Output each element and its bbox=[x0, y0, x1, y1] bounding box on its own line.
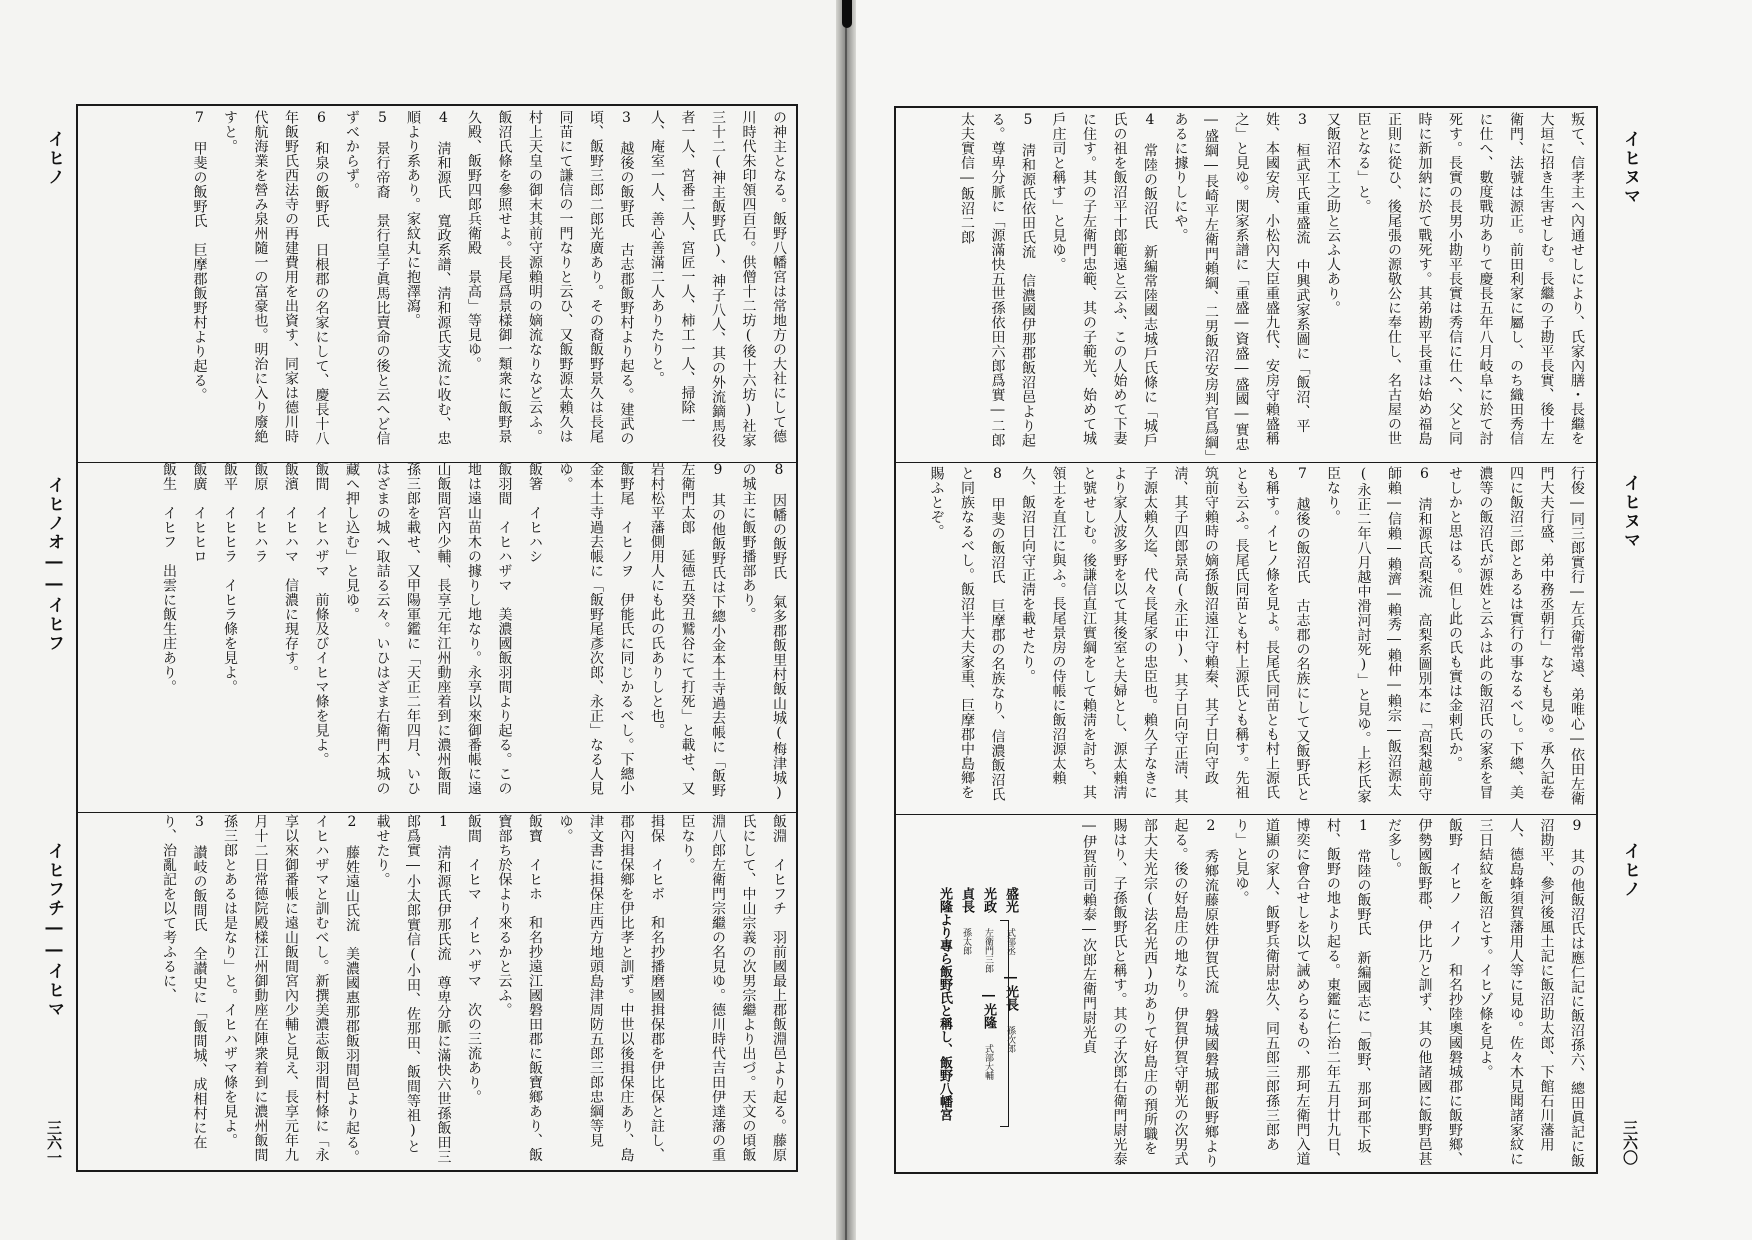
left-middle-section: 8 因幡の飯野氏 氣多郡飯里村飯山城(梅津城)の城主に飯野播部あり。 9 其の他飯野氏は下總小金本土寺過去帳に「飯野左衛門太郎 延德五癸丑鷲谷にて打死」と載せ、又岩村松平藩側用人にも此の氏ありしと也。 飯野尾 イヒノヲ 伊能氏に同じかるべし。下總小金本土寺過去帳に「飯野尾彥次郎、永正」なる人見ゆ。 飯箸 イヒハシ 飯羽間 イヒハザマ 美濃國飯羽間より起る。この地は遠山苗木の據りし地なり。永享以來御番帳に遠山飯間宮內少輔、長享元年江州動座着到に濃州飯間孫三郎を載せ、又甲陽軍鑑に「天正二年四月、いひはざまの城へ取詰る云々。いひはざま右衛門本城の藏へ押し込む」と見ゆ。 飯間 イヒハザマ 前條及びイヒマ條を見よ。 飯濱 イヒハマ 信濃に現存す。 飯原 イヒハラ 飯平 イヒヒラ イヒラ條を見よ。 飯廣 イヒヒロ 飯生 イヒフ 出雲に飯生庄あり。 bbox=[161, 462, 787, 802]
genealogy-note: 式部丞 bbox=[1005, 928, 1015, 955]
right-divider-upper bbox=[896, 462, 1596, 463]
genealogy-line: 光隆 bbox=[981, 1003, 996, 1029]
genealogy-bracket bbox=[1000, 920, 1009, 1127]
genealogy-line: 盛光 bbox=[1003, 887, 1018, 913]
right-bottom-section: 9 其の他飯沼氏は應仁記に飯沼孫六、總田眞記に飯沼勘平、參河後風土記に飯沼助太郎、下館石川藩用人、德島蜂須賀藩用人等に見ゆ。佐々木見聞諸家紋に三日結紋を飯沼とす。イヒゾ條を見よ。 飯野 イヒノ イノ 和名抄陸奧國磐城郡に飯野鄉、伊勢國飯野郡、伊比乃と訓ず、其の他諸國に飯野邑甚だ多し。 1 常陸の飯野氏 新編國志に「飯野、那珂郡下坂村、飯野の地より起る。東鑑に仁治二年五月廿九日、博奕に會合せしを以て誡めらるもの、那珂左衛門入道道顯の家人、飯野兵衛尉忠久、同五郎三郎孫三郎あり」と見ゆ。 2 秀鄉流藤原姓伊賀氏流 磐城國磐城郡飯野鄉より起る。後の好島庄の地なり。伊賀伊賀守朝光の次男式部大夫光宗(法名光西)功ありて好島庄の預所職を賜はり、子孫飯野氏と稱す。其の子次郎右衛門尉光泰―伊賀前司賴泰―次郎左衛門尉光貞 bbox=[1081, 818, 1585, 1168]
genealogy-note: 孫太郎 bbox=[961, 928, 971, 955]
right-top-section: 叛て、信孝主へ內通せしにより、氏家內膳・長繼を大垣に招き生害せしむ。長繼の子勘平長實、後十左衛門、法號は源正。前田利家に屬し、のち織田秀信に仕へ、數度戰功ありて慶長五年八月岐阜に於て討死す。長實の長男小勘平長實は秀信に仕へ、父と同時に新加納に於て戰死す。其弟勘平長重は始め福島正則に從ひ、後尾張の源敬公に奉仕し、名古屋の世臣となる」と。 又飯沼木工之助と云ふ人あり。 3 桓武平氏重盛流 中興武家系圖に「飯沼、平姓、本國安房、小松內大臣重盛九代、安房守賴盛稱之」と見ゆ。関家系譜に「重盛―資盛―盛國―實忠―盛綱―長崎平左衛門賴綱、二男飯沼安房判官爲綱」あるに據りしにや。 4 常陸の飯沼氏 新編常陸國志城戶氏條に「城戶氏の祖を飯沼平十郎範遠と云ふ、この人始めて下妻に住す。其の子左衛門忠範、其の子範光、始めて城戶庄司と稱す」と見ゆ。 5 淸和源氏依田氏流 信濃國伊那郡飯沼邑より起る。尊卑分脈に「源滿快五世孫依田六郎爲實―二郎太夫實信―飯沼二郎 bbox=[959, 112, 1585, 457]
gutter-binding-mark bbox=[842, 0, 852, 28]
genealogy-chart: 盛光 式部丞 ―光長 孫次郎 光政 左衛門三郎 ―光隆 式部大輔 貞長 孫太郎 光隆より專ら飯野氏と稱し、飯野八幡宮 bbox=[937, 887, 1018, 1121]
right-margin-label-bottom: イヒノ bbox=[1620, 842, 1640, 899]
genealogy-line: 光長 bbox=[1003, 985, 1018, 1011]
right-margin-label-middle: イヒヌマ bbox=[1620, 474, 1640, 550]
right-divider-lower bbox=[896, 814, 1596, 815]
right-page-number: 三六〇 bbox=[1621, 1120, 1639, 1165]
left-page-number: 三六一 bbox=[45, 1120, 63, 1165]
left-top-section: の神主となる。飯野八幡宮は常地方の大社にして德川時代朱印領四百石。供僧十二坊(後十六坊)社家三十二(神主飯野氏)、神子八人、其の外流鏑馬役者一人、宮番二人、宮匠一人、柿工一人、掃除一人、庵室一人、善心善滿二人ありたりと。 3 越後の飯野氏 古志郡飯野村より起る。建武の頃、飯野三郎二郎光廣あり。その裔飯野景久は長尾同苗にて謙信の一門なりと云ひ、又飯野源太賴久は村上天皇の御末其前守源賴明の嫡流なりなど云ふ。飯沼氏條を參照せよ。長尾爲景樣御一類衆に飯野景久殿、飯野四郎兵衛殿 景高」等見ゆ。 4 淸和源氏 寬政系譜、淸和源氏支流に收む、忠順より系あり。家紋丸に抱澤瀉。 5 景行帝裔 景行皇子眞馬比賣命の後と云へど信ずべからず。 6 和泉の飯野氏 日根郡の名家にして、慶長十八年飯野氏西法寺の再建費用を出資す、同家は德川時代航海業を營み泉州隨一の富豪也。明治に入り廢絶すと。 7 甲斐の飯野氏 巨摩郡飯野村より起る。 bbox=[191, 110, 787, 448]
book-gutter bbox=[836, 0, 856, 1240]
genealogy-note: 左衛門三郎 bbox=[983, 928, 993, 973]
left-margin-label-top: イヒノ bbox=[44, 130, 64, 187]
genealogy-line: 貞長 bbox=[959, 887, 974, 913]
genealogy-tail: 光隆より專ら飯野氏と稱し、飯野八幡宮 bbox=[937, 887, 952, 1121]
genealogy-line: 光政 bbox=[981, 887, 996, 913]
right-margin-label-top: イヒヌマ bbox=[1620, 130, 1640, 206]
genealogy-note: 孫次郎 bbox=[1005, 1026, 1015, 1053]
right-middle-section: 行俊―同三郎實行―左兵衛常遠、弟唯心―依田左衛門大夫行盛、弟中務丞朝行」なども見ゆ。承久記卷四に飯沼三郎とあるは實行の事なるべし。下總、美濃等の飯沼氏が源姓と云ふは此の飯沼氏の家系を冒せしかと思はる。但し此の氏も實は金剌氏か。 6 淸和源氏高梨流 高梨系圖別本に「高梨越前守師賴―信賴―賴濟―賴秀―賴仲―賴宗―飯沼源太(永正二年八月越中滑河討死)」と見ゆ。上杉氏家臣なり。 7 越後の飯沼氏 古志郡の名族にして又飯野氏とも稱す。イヒノ條を見よ。長尾氏同苗とも村上源氏とも云ふ。長尾氏同苗とも村上源氏とも稱す。先祖筑前守賴時の嫡孫飯沼遠江守賴秦、其子日向守政淸、其子四郎景高(永正中)、其子日向守正淸、其子源太賴久迄、代々長尾家の忠臣也。賴久子なきにより家人波多野を以て其後室と夫婦とし、源太賴淸と號せしむ。後謙信直江實綱をして賴淸を討ち、其領土を直江に與ふ。長尾景房の侍帳に飯沼源太賴久、飯沼日向守正淸を載せたり。 8 甲斐の飯沼氏 巨摩郡の名族なり、信濃飯沼氏と同族なるべし。飯沼半大夫家重、巨摩郡中島鄉を賜ふとぞ。 bbox=[928, 466, 1585, 806]
left-margin-label-middle: イヒノオ――イヒフ bbox=[44, 476, 64, 653]
left-margin-label-bottom: イヒフチ――イヒマ bbox=[44, 842, 64, 1019]
left-bottom-section: 飯淵 イヒフチ 羽前國最上郡飯淵邑より起る。藤原氏にして、中山宗義の次男宗繼より出づ。天文の頃飯淵八郎左衛門宗繼の名見ゆ。德川時代吉田伊達藩の重臣なり。 揖保 イヒボ 和名抄播磨國揖保郡を伊比保と註し、郡內揖保鄉を伊比孝と訓ず。中世以後揖保庄あり、島津文書に揖保庄西方地頭島津周防五郎三郎忠綱等見ゆ。 飯寶 イヒホ 和名抄遠江國磐田郡に飯寶鄉あり、飯寶部ち於保より來るかと云ふ。 飯間 イヒマ イヒハザマ 次の三流あり。 1 淸和源氏伊那氏流 尊卑分脈に滿快六世孫飯田三郎爲實―小太郎實信(小田、佐那田、飯間等祖)と載せたり。 2 藤姓遠山氏流 美濃國惠那郡飯羽間邑より起る。イヒハザマと訓むべし。新撰美濃志飯羽間村條に「永享以來御番帳に遠山飯間宮內少輔と見え、長享元年九月十二日常德院殿樣江州御動座在陣衆着到に濃州飯間孫三郎とあるは是なり」と。イヒハザマ條を見よ。 3 讃岐の飯間氏 全讃史に「飯間城、成相村に在り、治亂記を以て考ふるに、 bbox=[161, 814, 787, 1164]
left-divider-lower bbox=[78, 812, 796, 813]
genealogy-note: 式部大輔 bbox=[983, 1044, 993, 1080]
